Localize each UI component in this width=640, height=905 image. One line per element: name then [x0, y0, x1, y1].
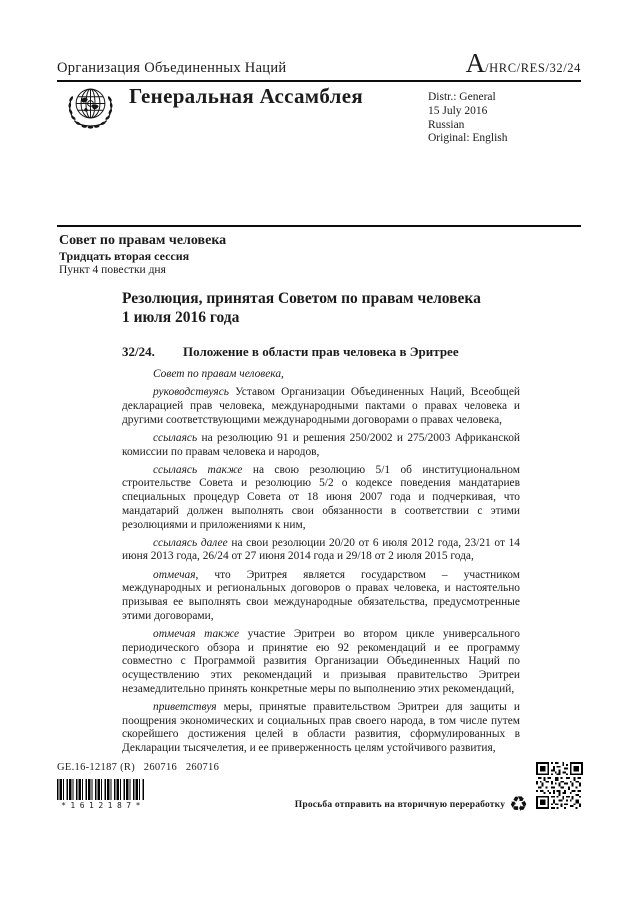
- session-block: [59, 232, 226, 277]
- paragraph-text: меры, принятые правительством Эритреи для защиты и поощрения экономических и социальных прав своего народа, в том числе путем скорейшего достижения целей в области развития, сформулированных в Декларации тысячелетия, и ее приверженность целям устойчивого развития,: [122, 700, 520, 755]
- document-symbol: [466, 50, 581, 77]
- recycle-text: Просьба отправить на вторичную переработку: [294, 799, 506, 810]
- distr-line: Distr.: General: [428, 91, 496, 103]
- barcode-text: *1612187*: [61, 801, 145, 810]
- paragraph-lead: ссылаясь далее: [153, 536, 228, 549]
- barcode: [57, 779, 145, 800]
- paragraph: [122, 569, 520, 624]
- header-divider: [57, 225, 581, 227]
- original-language-line: Original: English: [428, 132, 508, 145]
- un-org-name: Организация Объединенных Наций: [57, 60, 287, 76]
- paragraph: [122, 628, 520, 697]
- paragraph-text: на свои резолюции 20/20 от 6 июля 2012 года, 23/21 от 14 июня 2013 года, 26/24 от 27 июня 2014 года и 29/18 от 2 июля 2015 года,: [122, 536, 521, 563]
- recycle-icon: ♻: [509, 792, 528, 816]
- paragraph-lead: руководствуясь: [153, 386, 229, 399]
- resolution-title-line2: 1 июля 2016 года: [122, 309, 240, 326]
- paragraph-lead: приветствуя: [153, 700, 217, 713]
- distribution-block: [428, 91, 508, 146]
- paragraph: [122, 432, 520, 459]
- paragraph-lead: ссылаясь также: [153, 463, 243, 476]
- resolution-subject: Положение в области прав человека в Эритрее: [183, 344, 459, 359]
- qr-code: [536, 762, 583, 809]
- paragraph: [122, 537, 520, 564]
- document-symbol-letter: A: [465, 48, 486, 78]
- paragraph: [122, 368, 520, 382]
- paragraph: [122, 464, 520, 533]
- resolution-title-line1: Резолюция, принятая Советом по правам человека: [122, 290, 481, 307]
- paragraph-text: на резолюцию 91 и решения 250/2002 и 275/2003 Африканской комиссии по правам человека и народов,: [122, 431, 520, 458]
- document-symbol-rest: /HRC/RES/32/24: [485, 61, 581, 75]
- language-line: Russian: [428, 118, 465, 131]
- masthead-row: [57, 50, 581, 82]
- paragraph-text: Уставом Организации Объединенных Наций, Всеобщей декларацией прав человека, международными пактами о правах человека и другими соответствующими международными договорами о правах человека,: [122, 386, 520, 426]
- paragraph-lead: отмечая: [153, 568, 196, 581]
- paragraph-lead: Совет по правам человека,: [153, 368, 284, 380]
- resolution-title: [122, 289, 552, 327]
- paragraph: [122, 701, 520, 756]
- paragraph-text: участие Эритреи во втором цикле универсального периодического обзора и принятие ею 92 рекомендаций и ее программу совместно с Программой развития Организации Объединенных Наций по осуществлению этих рекомендаций и призывая правительство Эритреи незамедлительно принять конкретные меры по выполнению этих рекомендаций,: [122, 627, 520, 695]
- paragraph: [122, 386, 520, 427]
- page-title: Генеральная Ассамблея: [129, 84, 364, 108]
- document-body: [122, 368, 520, 760]
- session-number: Тридцать вторая сессия: [59, 249, 190, 263]
- paragraph-text: на свою резолюцию 5/1 об институциональном строительстве Совета и резолюцию 5/2 о кодексе поведения мандатариев специальных процедур Совета от 18 июня 2007 года и подчеркивая, что мандатарий должен выполнять свои обязанности в соответствии с этими резолюциями и приложениями к ним,: [122, 463, 520, 531]
- recycle-notice: [295, 794, 528, 815]
- un-emblem-icon: [63, 81, 118, 135]
- resolution-subtitle: [122, 344, 562, 360]
- ge-document-number: GE.16-12187 (R) 260716 260716: [57, 762, 220, 773]
- agenda-item: Пункт 4 повестки дня: [59, 264, 166, 276]
- paragraph-lead: отмечая также: [153, 627, 239, 640]
- resolution-number: 32/24.: [122, 344, 155, 359]
- date-line: 15 July 2016: [428, 104, 488, 117]
- council-name: Совет по правам человека: [59, 233, 227, 248]
- paragraph-lead: ссылаясь: [153, 431, 198, 444]
- paragraph-text: , что Эритрея является государством – участником международных и региональных договоров о правах человека, и настоятельно призывая ее выполнять свои международные обязательства, предусмотренные этими договорами,: [122, 568, 520, 622]
